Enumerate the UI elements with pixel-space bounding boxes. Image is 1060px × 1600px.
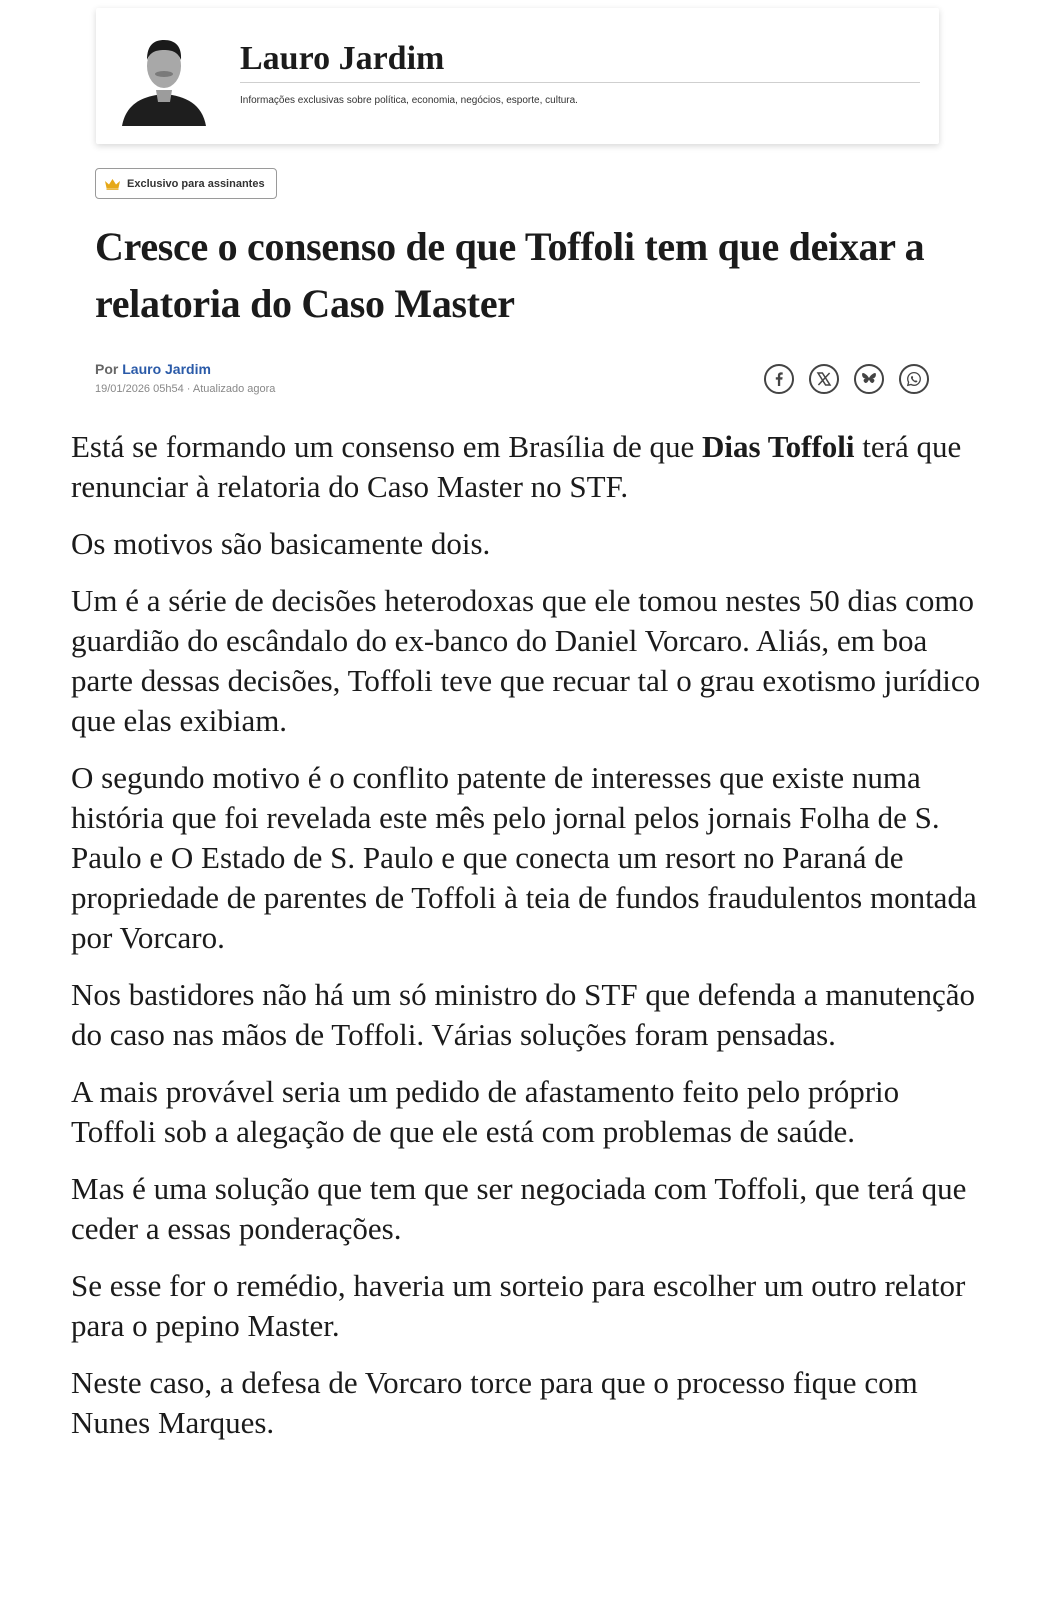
header-divider [240,82,920,83]
columnist-avatar[interactable] [118,30,210,130]
columnist-header [96,8,939,144]
share-bluesky-button[interactable] [854,364,884,394]
byline-prefix: Por [95,361,123,377]
article-headline: Cresce o consenso de que Toffoli tem que deixar a relatoria do Caso Master [95,224,925,326]
article-body [71,427,981,1460]
paragraph-text: Está se formando um consenso em Brasília de que [71,429,703,464]
facebook-icon [771,371,787,387]
article-paragraph: Nos bastidores não há um só ministro do STF que defenda a manutenção do caso nas mãos de Toffoli. Várias soluções foram pensadas. [71,977,975,1052]
article-paragraph: Se esse for o remédio, haveria um sorteio para escolher um outro relator para o pepino Master. [71,1268,966,1343]
byline [95,361,211,377]
article-paragraph [71,427,981,507]
subscriber-badge [95,168,277,199]
bluesky-icon [861,371,877,387]
article-paragraph: Os motivos são basicamente dois. [71,526,491,561]
whatsapp-icon [906,371,922,387]
author-link[interactable]: Lauro Jardim [122,361,211,377]
crown-icon [104,178,121,190]
article-paragraph: Mas é uma solução que tem que ser negociada com Toffoli, que terá que ceder a essas ponderações. [71,1171,967,1246]
share-x-button[interactable] [809,364,839,394]
article-paragraph: A mais provável seria um pedido de afastamento feito pelo próprio Toffoli sob a alegação de que ele está com problemas de saúde. [71,1074,900,1149]
share-whatsapp-button[interactable] [899,364,929,394]
share-bar [764,364,929,394]
bold-name: Dias Toffoli [702,429,855,464]
article-paragraph: Neste caso, a defesa de Vorcaro torce para que o processo fique com Nunes Marques. [71,1365,918,1440]
article-paragraph: Um é a série de decisões heterodoxas que ele tomou nestes 50 dias como guardião do escândalo do ex-banco do Daniel Vorcaro. Aliás, em boa parte dessas decisões, Toffoli teve que recuar tal o grau exotismo jurídico que elas exibiam. [71,583,981,738]
columnist-name[interactable]: Lauro Jardim [240,40,445,77]
article-paragraph: O segundo motivo é o conflito patente de interesses que existe numa história que foi revelada este mês pelo jornal pelos jornais Folha de S. Paulo e O Estado de S. Paulo e que conecta um resort no Paraná de propriedade de parentes de Toffoli à teia de fundos fraudulentos montada por Vorcaro. [71,760,977,955]
article-timestamp: 19/01/2026 05h54 · Atualizado agora [95,383,276,395]
paragraph-text: terá que renunciar à relatoria do Caso Master no STF. [71,429,962,504]
x-icon [816,371,832,387]
share-facebook-button[interactable] [764,364,794,394]
columnist-description: Informações exclusivas sobre política, economia, negócios, esporte, cultura. [240,95,578,106]
badge-label: Exclusivo para assinantes [127,177,265,190]
